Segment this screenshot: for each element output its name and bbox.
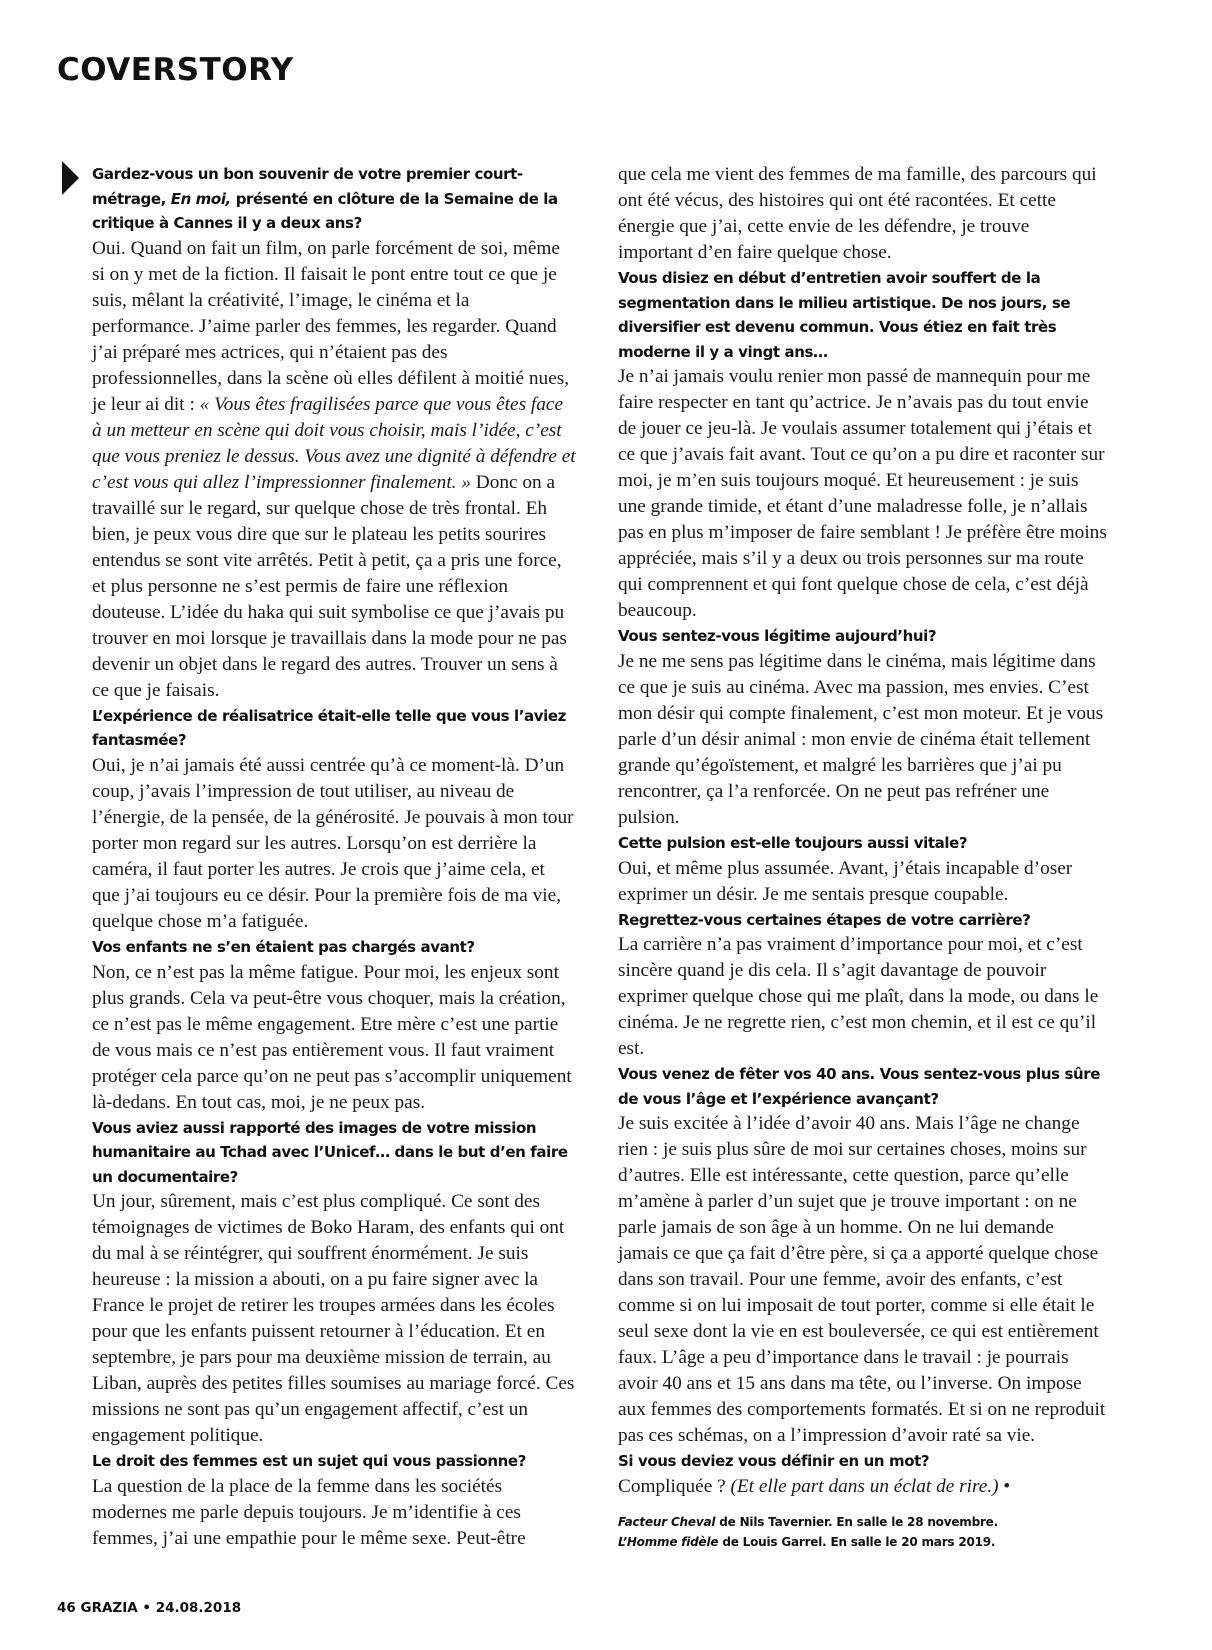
end-mark: • [1003,1475,1011,1497]
answer: Oui, et même plus assumée. Avant, j’étais incapable d’oser exprimer un désir. Je me sentais presque coupable. [618,857,1073,905]
page-footer: 46 GRAZIA • 24.08.2018 [57,1600,242,1616]
answer: Non, ce n’est pas la même fatigue. Pour moi, les enjeux sont plus grands. Cela va peut-être vous choquer, mais la création, ce n’est pas le même engagement. Etre mère c’est une partie de vous mais ce n’est pas entièrement vous. Il faut vraiment protéger cela parce qu’on ne peut pas s’accomplir uniquement là-dedans. En tout cas, moi, je ne peux pas. [92,961,572,1113]
answer: Oui, je n’ai jamais été aussi centrée qu’à ce moment-là. D’un coup, j’avais l’impression de tout utiliser, au niveau de l’énergie, de la pensée, de la générosité. Je pouvais à mon tour porter mon regard sur les autres. Lorsqu’on est derrière la caméra, il faut porter les autres. Je crois que j’aime cela, et que j’ai toujours eu ce désir. Pour la première fois de ma vie, quelque chose m’a fatiguée. [92,754,574,932]
answer: Compliquée ? (Et elle part dans un éclat de rire.) • [618,1475,1011,1497]
left-column [92,162,576,1552]
question: Vous aviez aussi rapporté des images de votre mission humanitaire au Tchad avec l’Unicef… dans le but d’en faire un documentaire? [92,1118,568,1186]
question: Vous venez de fêter vos 40 ans. Vous sentez-vous plus sûre de vous l’âge et l’expérience avançant? [618,1065,1101,1108]
question: Vous disiez en début d’entretien avoir souffert de la segmentation dans le milieu artistique. De nos jours, se diversifier est devenu commun. Vous étiez en fait très moderne il y a vingt ans… [618,269,1071,361]
credit-line: L’Homme fidèle de Louis Garrel. En salle le 20 mars 2019. [618,1534,996,1549]
question: Vous sentez-vous légitime aujourd’hui? [618,627,937,646]
right-column [618,162,1108,1552]
question: Regrettez-vous certaines étapes de votre carrière? [618,910,1031,929]
answer: La question de la place de la femme dans les sociétés modernes me parle depuis toujours. Je m’identifie à ces femmes, j’ai une empathie pour le même sexe. Peut-être [92,1475,526,1549]
section-title: COVERSTORY [57,52,294,88]
question: L’expérience de réalisatrice était-elle telle que vous l’aviez fantasmée? [92,706,566,750]
answer: Je n’ai jamais voulu renier mon passé de mannequin pour me faire respecter en tant qu’actrice. Je n’avais pas du tout envie de jouer ce jeu-là. Je voulais assumer totalement qui j’étais et ce que j’avais fait avant. Tout ce qu’on a pu dire et raconter sur moi, je m’en suis toujours moqué. Et heureusement : je suis une grande timide, et étant d’une maladresse folle, je n’allais pas en plus m’imposer de faire semblant ! Je préfère être moins appréciée, mais s’il y a deux ou trois personnes sur ma route qui comprennent et qui font quelque chose de cela, c’est déjà beaucoup. [618,366,1107,622]
credit-line: Facteur Cheval de Nils Tavernier. En salle le 28 novembre. [618,1514,998,1529]
answer: que cela me vient des femmes de ma famille, des parcours qui ont été vécus, des histoires qui ont été racontées. Et cette énergie que j’ai, cette envie de les défendre, je trouve important d’en faire quelque chose. [618,164,1097,263]
answer: Je ne me sens pas légitime dans le cinéma, mais légitime dans ce que je suis au cinéma. Avec ma passion, mes envies. C’est mon désir qui compte finalement, c’est mon moteur. Et je vous parle d’un désir animal : mon envie de cinéma était tellement grande qu’égoïstement, et malgré les barrières que j’ai pu rencontrer, ça l’a renforcée. On ne peut pas refréner une pulsion. [618,650,1104,828]
answer: Je suis excitée à l’idée d’avoir 40 ans. Mais l’âge ne change rien : je suis plus sûre de moi sur certaines choses, moins sur d’autres. Elle est intéressante, cette question, parce qu’elle m’amène à parler d’un sujet que je trouve important : on ne parle jamais de son âge à un homme. On ne lui demande jamais ce que ça fait d’être père, si ça a apporté quelque chose dans son travail. Pour une femme, avoir des enfants, c’est comme si on lui imposait de tout porter, comme si elle était le seul sexe dont la vie en est bouleversée, ce qui est entièrement faux. L’âge a peu d’importance dans le travail : je pourrais avoir 40 ans et 15 ans dans ma tête, ou l’inverse. On impose aux femmes des comportements formatés. Et si on ne reproduit pas ces schémas, on a l’impression d’avoir raté sa vie. [618,1113,1106,1447]
question: Le droit des femmes est un sujet qui vous passionne? [92,1452,526,1471]
question: Vos enfants ne s’en étaient pas chargés avant? [92,937,475,956]
answer: Oui. Quand on fait un film, on parle forcément de soi, même si on y met de la fiction. Il faisait le pont entre tout ce que je suis, mêlant la créativité, l’image, le cinéma et la performance. J’aime parler des femmes, les regarder. Quand j’ai préparé mes actrices, qui n’étaient pas des professionnelles, dans la scène où elles défilent à moitié nues, je leur ai dit : « Vous êtes fragilisées parce que vous êtes face à un metteur en scène qui doit vous choisir, mais l’idée, c’est que vous preniez le dessus. Vous avez une dignité à défendre et c’est vous qui allez l’impressionner finalement. » Donc on a travaillé sur le regard, sur quelque chose de très frontal. Eh bien, je peux vous dire que sur le plateau les petits sourires entendus se sont vite arrêtés. Petit à petit, ça a pris une force, et plus personne ne s’est permis de faire une réflexion douteuse. L’idée du haka qui suit symbolise ce que j’avais pu trouver en moi lorsque je travaillais dans la mode pour ne pas devenir un objet dans le regard des autres. Trouver un sens à ce que je faisais. [92,237,576,701]
answer: La carrière n’a pas vraiment d’importance pour moi, et c’est sincère quand je dis cela. Il s’agit davantage de pouvoir exprimer quelque chose qui me plaît, dans la mode, ou dans le cinéma. Je ne regrette rien, c’est mon chemin, et il est ce qu’il est. [618,934,1099,1060]
question: Si vous deviez vous définir en un mot? [618,1452,930,1471]
film-credits [618,1512,1108,1552]
play-arrow-icon [62,161,79,195]
question: Cette pulsion est-elle toujours aussi vitale? [618,833,968,852]
answer: Un jour, sûrement, mais c’est plus compliqué. Ce sont des témoignages de victimes de Boko Haram, des enfants qui ont du mal à se réintégrer, qui souffrent énormément. Je suis heureuse : la mission a abouti, on a pu faire signer avec la France le projet de retirer les troupes armées dans les écoles pour que les enfants puissent retourner à l’éducation. Et en septembre, je pars pour ma deuxième mission de terrain, au Liban, auprès des petites filles soumises au mariage forcé. Ces missions ne sont pas qu’un engagement affectif, c’est un engagement politique. [92,1191,575,1447]
question: Gardez-vous un bon souvenir de votre premier court-métrage, En moi, présenté en clôture de la Semaine de la critique à Cannes il y a deux ans? [92,165,558,233]
